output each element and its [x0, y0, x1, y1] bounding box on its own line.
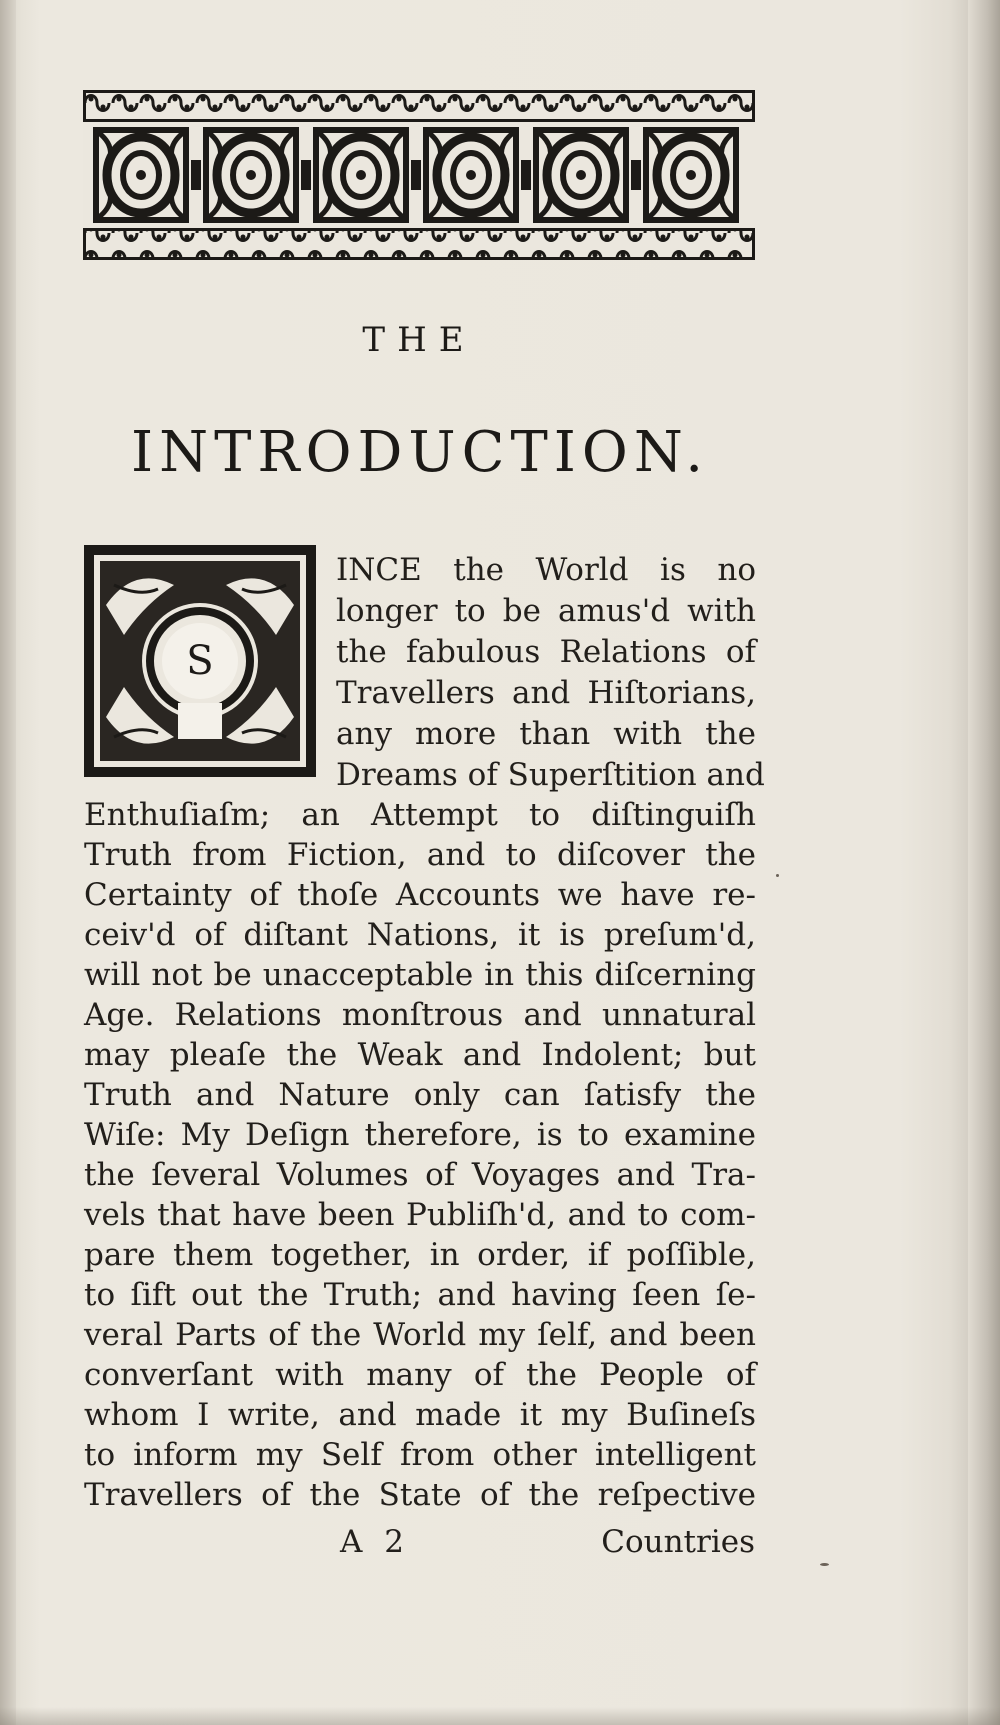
text-line: the fabulous Relations of — [336, 634, 756, 670]
text-line: Certainty of thoſe Accounts we have re- — [84, 877, 756, 913]
text-line: Truth from Fiction, and to diſcover the — [84, 837, 756, 873]
text-line: may pleaſe the Weak and Indolent; but — [84, 1037, 756, 1073]
text-line: Travellers of the State of the reſpective — [84, 1477, 756, 1513]
text-line: longer to be amus'd with — [336, 593, 756, 629]
text-line: ceiv'd of diſtant Nations, it is preſum'd, — [84, 917, 756, 953]
text-line: Travellers and Hiſtorians, — [336, 675, 756, 711]
page-gutter-edge — [0, 0, 16, 1725]
drop-cap-letter: S — [186, 638, 214, 684]
text-line: Dreams of Superſtition and — [336, 757, 765, 793]
text-line: whom I write, and made it my Buſineſs — [84, 1397, 756, 1433]
text-line: INCE the World is no — [336, 552, 756, 588]
page-bottom-edge — [0, 1707, 1000, 1725]
text-line: pare them together, in order, if poſſible, — [84, 1237, 756, 1273]
catchword: Countries — [601, 1524, 755, 1560]
paper-speck — [820, 1563, 829, 1566]
paper-speck — [776, 874, 779, 877]
text-line: vels that have been Publiſh'd, and to com- — [84, 1197, 756, 1233]
text-line: veral Parts of the World my ſelf, and been — [84, 1317, 756, 1353]
text-line: any more than with the — [336, 716, 756, 752]
signature-mark: A 2 — [340, 1524, 410, 1560]
heading-the: THE — [362, 320, 476, 360]
text-line: Enthuſiaſm; an Attempt to diſtinguiſh — [84, 797, 756, 833]
text-line: to inform my Self from other intelligent — [84, 1437, 756, 1473]
text-line: the ſeveral Volumes of Voyages and Tra- — [84, 1157, 756, 1193]
ornamental-headpiece — [83, 90, 755, 260]
text-line: Wiſe: My Deſign therefore, is to examine — [84, 1117, 756, 1153]
text-line: Truth and Nature only can ſatisfy the — [84, 1077, 756, 1113]
text-line: Age. Relations monſtrous and unnatural — [84, 997, 756, 1033]
text-line: to ſift out the Truth; and having ſeen ſe- — [84, 1277, 756, 1313]
text-line: converſant with many of the People of — [84, 1357, 756, 1393]
page-fore-edge — [968, 0, 1000, 1725]
heading-introduction: INTRODUCTION. — [130, 420, 710, 485]
text-line: will not be unacceptable in this diſcerning — [84, 957, 756, 993]
